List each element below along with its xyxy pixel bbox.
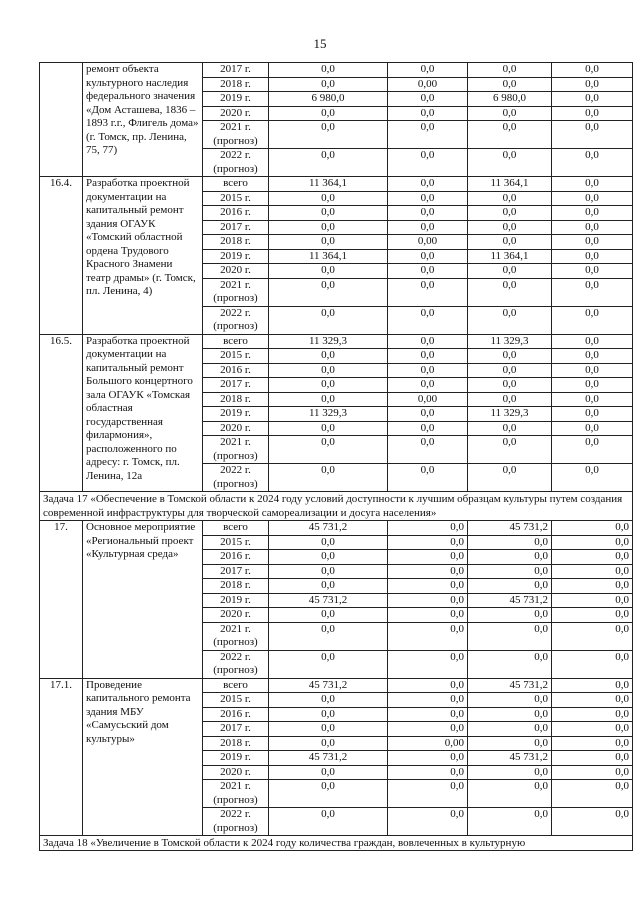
value-cell: 0,0 [388, 693, 468, 708]
page-number: 15 [313, 36, 327, 51]
value-cell: 0,0 [552, 765, 633, 780]
table-row [40, 521, 633, 536]
item-name: Проведение капитального ремонта здания МБУ «Самусьский дом культуры» [83, 678, 203, 836]
value-cell: 0,0 [468, 63, 552, 78]
value-cell: 11 329,3 [468, 334, 552, 349]
value-cell: 11 329,3 [269, 334, 388, 349]
year-cell: 2019 г. [203, 593, 269, 608]
table-row [40, 177, 633, 192]
value-cell: 0,0 [388, 407, 468, 422]
year-cell: 2018 г. [203, 392, 269, 407]
value-cell: 0,0 [269, 378, 388, 393]
year-cell: 2020 г. [203, 106, 269, 121]
value-cell: 0,0 [269, 436, 388, 464]
value-cell: 0,0 [269, 780, 388, 808]
year-cell: 2019 г. [203, 407, 269, 422]
value-cell: 0,0 [269, 535, 388, 550]
year-cell: 2016 г. [203, 707, 269, 722]
year-cell: 2022 г. (прогноз) [203, 808, 269, 836]
value-cell: 0,0 [468, 608, 552, 623]
year-cell: 2022 г. (прогноз) [203, 149, 269, 177]
year-cell: 2019 г. [203, 92, 269, 107]
value-cell: 0,0 [269, 306, 388, 334]
value-cell: 0,0 [468, 306, 552, 334]
value-cell: 0,0 [269, 765, 388, 780]
value-cell: 0,0 [552, 177, 633, 192]
value-cell: 0,00 [388, 77, 468, 92]
value-cell: 0,0 [388, 678, 468, 693]
year-cell: 2018 г. [203, 736, 269, 751]
table-row [40, 334, 633, 349]
value-cell: 0,0 [552, 378, 633, 393]
value-cell: 0,0 [552, 736, 633, 751]
value-cell: 0,0 [552, 678, 633, 693]
value-cell: 11 364,1 [269, 249, 388, 264]
value-cell: 0,0 [388, 780, 468, 808]
value-cell: 0,0 [468, 378, 552, 393]
year-cell: 2015 г. [203, 349, 269, 364]
year-cell: 2016 г. [203, 206, 269, 221]
year-cell: всего [203, 521, 269, 536]
value-cell: 0,0 [552, 693, 633, 708]
value-cell: 0,0 [388, 808, 468, 836]
value-cell: 0,0 [468, 206, 552, 221]
value-cell: 0,0 [468, 77, 552, 92]
value-cell: 0,0 [388, 191, 468, 206]
value-cell: 0,0 [552, 349, 633, 364]
value-cell: 0,0 [468, 722, 552, 737]
value-cell: 45 731,2 [269, 678, 388, 693]
value-cell: 45 731,2 [269, 751, 388, 766]
year-cell: 2022 г. (прогноз) [203, 464, 269, 492]
year-cell: 2021 г. (прогноз) [203, 436, 269, 464]
item-number: 17. [40, 521, 83, 679]
value-cell: 0,0 [468, 707, 552, 722]
value-cell: 0,0 [269, 63, 388, 78]
value-cell: 45 731,2 [468, 751, 552, 766]
value-cell: 0,0 [468, 650, 552, 678]
value-cell: 0,0 [468, 765, 552, 780]
value-cell: 0,0 [388, 722, 468, 737]
value-cell: 0,0 [552, 421, 633, 436]
value-cell: 11 364,1 [468, 177, 552, 192]
value-cell: 0,0 [269, 121, 388, 149]
value-cell: 0,0 [468, 436, 552, 464]
value-cell: 0,0 [269, 421, 388, 436]
value-cell: 0,0 [388, 564, 468, 579]
table-body [40, 63, 633, 851]
value-cell: 0,0 [552, 622, 633, 650]
value-cell: 0,0 [388, 264, 468, 279]
value-cell: 0,0 [552, 363, 633, 378]
year-cell: 2016 г. [203, 363, 269, 378]
value-cell: 0,0 [468, 421, 552, 436]
value-cell: 0,0 [552, 407, 633, 422]
value-cell: 0,0 [552, 306, 633, 334]
value-cell: 0,0 [468, 736, 552, 751]
value-cell: 45 731,2 [468, 521, 552, 536]
value-cell: 0,0 [388, 751, 468, 766]
item-name: Разработка проектной документации на капитальный ремонт Большого концертного зала ОГАУК «Томская областная государственная филармония», расположенного по адресу: г. Томск, пл. Ленина, 12а [83, 334, 203, 492]
year-cell: всего [203, 678, 269, 693]
value-cell: 0,0 [552, 808, 633, 836]
value-cell: 0,0 [269, 464, 388, 492]
value-cell: 0,0 [468, 121, 552, 149]
value-cell: 0,0 [388, 765, 468, 780]
item-number: 16.5. [40, 334, 83, 492]
task-heading: Задача 17 «Обеспечение в Томской области к 2024 году условий доступности к лучшим образцам культуры путем создания современной инфраструктуры для творческой самореализации и досуга населения» [40, 492, 633, 521]
value-cell: 6 980,0 [468, 92, 552, 107]
value-cell: 0,0 [388, 535, 468, 550]
value-cell: 0,0 [468, 464, 552, 492]
value-cell: 0,0 [388, 278, 468, 306]
item-name: Разработка проектной документации на капитальный ремонт здания ОГАУК «Томский областной ордена Трудового Красного Знамени театр драмы» (г. Томск, пл. Ленина, 4) [83, 177, 203, 335]
task-row [40, 492, 633, 521]
value-cell: 0,0 [388, 622, 468, 650]
value-cell: 0,0 [388, 249, 468, 264]
value-cell: 0,0 [552, 780, 633, 808]
year-cell: 2021 г. (прогноз) [203, 121, 269, 149]
value-cell: 45 731,2 [468, 593, 552, 608]
value-cell: 0,0 [269, 808, 388, 836]
value-cell: 0,0 [388, 177, 468, 192]
value-cell: 0,0 [269, 206, 388, 221]
item-number: 16.4. [40, 177, 83, 335]
value-cell: 0,0 [269, 693, 388, 708]
value-cell: 0,0 [468, 550, 552, 565]
value-cell: 0,0 [552, 278, 633, 306]
value-cell: 0,0 [388, 608, 468, 623]
value-cell: 0,0 [269, 264, 388, 279]
value-cell: 0,0 [552, 63, 633, 78]
value-cell: 0,0 [388, 579, 468, 594]
value-cell: 0,0 [269, 363, 388, 378]
value-cell: 0,0 [468, 349, 552, 364]
year-cell: 2018 г. [203, 579, 269, 594]
value-cell: 0,0 [269, 220, 388, 235]
value-cell: 0,0 [388, 334, 468, 349]
year-cell: 2020 г. [203, 608, 269, 623]
year-cell: 2015 г. [203, 535, 269, 550]
value-cell: 0,0 [468, 264, 552, 279]
value-cell: 0,0 [552, 436, 633, 464]
value-cell: 0,0 [552, 464, 633, 492]
value-cell: 0,0 [468, 564, 552, 579]
value-cell: 0,0 [388, 707, 468, 722]
value-cell: 0,0 [388, 306, 468, 334]
value-cell: 0,0 [269, 564, 388, 579]
value-cell: 0,0 [388, 421, 468, 436]
value-cell: 0,0 [468, 149, 552, 177]
value-cell: 0,0 [388, 149, 468, 177]
value-cell: 0,00 [388, 392, 468, 407]
program-funding-table [39, 62, 633, 851]
value-cell: 0,00 [388, 235, 468, 250]
year-cell: всего [203, 334, 269, 349]
value-cell: 0,0 [388, 378, 468, 393]
value-cell: 0,0 [552, 751, 633, 766]
value-cell: 0,0 [552, 264, 633, 279]
value-cell: 0,0 [269, 707, 388, 722]
value-cell: 0,0 [269, 736, 388, 751]
year-cell: 2017 г. [203, 564, 269, 579]
value-cell: 0,0 [269, 608, 388, 623]
value-cell: 0,0 [552, 220, 633, 235]
value-cell: 0,0 [552, 121, 633, 149]
value-cell: 0,0 [468, 622, 552, 650]
year-cell: 2019 г. [203, 249, 269, 264]
value-cell: 0,0 [468, 220, 552, 235]
value-cell: 11 329,3 [468, 407, 552, 422]
value-cell: 0,0 [269, 550, 388, 565]
task-heading: Задача 18 «Увеличение в Томской области к 2024 году количества граждан, вовлеченных в культурную [40, 836, 633, 851]
value-cell: 0,0 [468, 535, 552, 550]
year-cell: 2021 г. (прогноз) [203, 622, 269, 650]
value-cell: 0,0 [269, 77, 388, 92]
table-row [40, 678, 633, 693]
value-cell: 11 364,1 [269, 177, 388, 192]
value-cell: 0,0 [468, 363, 552, 378]
year-cell: 2020 г. [203, 765, 269, 780]
value-cell: 0,0 [269, 349, 388, 364]
year-cell: 2020 г. [203, 421, 269, 436]
year-cell: 2019 г. [203, 751, 269, 766]
value-cell: 0,0 [388, 650, 468, 678]
year-cell: 2022 г. (прогноз) [203, 650, 269, 678]
value-cell: 0,0 [552, 593, 633, 608]
value-cell: 0,0 [468, 780, 552, 808]
value-cell: 0,0 [269, 235, 388, 250]
value-cell: 0,0 [468, 693, 552, 708]
value-cell: 0,0 [388, 521, 468, 536]
value-cell: 0,0 [468, 579, 552, 594]
value-cell: 0,0 [269, 392, 388, 407]
value-cell: 0,00 [388, 736, 468, 751]
value-cell: 0,0 [552, 92, 633, 107]
value-cell: 0,0 [552, 334, 633, 349]
value-cell: 0,0 [388, 349, 468, 364]
year-cell: 2020 г. [203, 264, 269, 279]
value-cell: 0,0 [388, 363, 468, 378]
value-cell: 0,0 [388, 593, 468, 608]
value-cell: 45 731,2 [269, 593, 388, 608]
value-cell: 0,0 [388, 63, 468, 78]
value-cell: 0,0 [552, 550, 633, 565]
value-cell: 0,0 [552, 564, 633, 579]
year-cell: 2018 г. [203, 77, 269, 92]
year-cell: всего [203, 177, 269, 192]
value-cell: 0,0 [552, 722, 633, 737]
value-cell: 0,0 [468, 191, 552, 206]
value-cell: 45 731,2 [269, 521, 388, 536]
value-cell: 0,0 [269, 106, 388, 121]
value-cell: 0,0 [552, 235, 633, 250]
year-cell: 2016 г. [203, 550, 269, 565]
value-cell: 0,0 [552, 206, 633, 221]
value-cell: 0,0 [552, 521, 633, 536]
value-cell: 6 980,0 [269, 92, 388, 107]
item-name: Основное мероприятие «Региональный проект «Культурная среда» [83, 521, 203, 679]
value-cell: 0,0 [468, 392, 552, 407]
value-cell: 0,0 [552, 249, 633, 264]
value-cell: 0,0 [269, 722, 388, 737]
value-cell: 0,0 [552, 579, 633, 594]
value-cell: 0,0 [269, 579, 388, 594]
year-cell: 2017 г. [203, 378, 269, 393]
value-cell: 0,0 [388, 206, 468, 221]
value-cell: 11 329,3 [269, 407, 388, 422]
year-cell: 2015 г. [203, 191, 269, 206]
value-cell: 0,0 [552, 707, 633, 722]
year-cell: 2017 г. [203, 722, 269, 737]
year-cell: 2015 г. [203, 693, 269, 708]
value-cell: 0,0 [388, 92, 468, 107]
value-cell: 0,0 [388, 550, 468, 565]
value-cell: 0,0 [552, 191, 633, 206]
value-cell: 0,0 [552, 149, 633, 177]
year-cell: 2021 г. (прогноз) [203, 780, 269, 808]
value-cell: 0,0 [388, 220, 468, 235]
value-cell: 0,0 [552, 106, 633, 121]
value-cell: 0,0 [552, 77, 633, 92]
year-cell: 2022 г. (прогноз) [203, 306, 269, 334]
value-cell: 0,0 [468, 235, 552, 250]
value-cell: 0,0 [388, 464, 468, 492]
year-cell: 2018 г. [203, 235, 269, 250]
value-cell: 0,0 [468, 808, 552, 836]
value-cell: 0,0 [269, 278, 388, 306]
task-row [40, 836, 633, 851]
value-cell: 0,0 [388, 106, 468, 121]
value-cell: 0,0 [388, 121, 468, 149]
value-cell: 0,0 [552, 392, 633, 407]
year-cell: 2017 г. [203, 63, 269, 78]
value-cell: 11 364,1 [468, 249, 552, 264]
value-cell: 0,0 [269, 650, 388, 678]
year-cell: 2017 г. [203, 220, 269, 235]
value-cell: 0,0 [269, 149, 388, 177]
value-cell: 0,0 [552, 608, 633, 623]
value-cell: 0,0 [269, 191, 388, 206]
item-number: 17.1. [40, 678, 83, 836]
value-cell: 45 731,2 [468, 678, 552, 693]
item-number [40, 63, 83, 177]
value-cell: 0,0 [388, 436, 468, 464]
value-cell: 0,0 [468, 106, 552, 121]
value-cell: 0,0 [552, 535, 633, 550]
value-cell: 0,0 [468, 278, 552, 306]
item-name: ремонт объекта культурного наследия федерального значения «Дом Асташева, 1836 – 1893 г.г., Флигель дома» (г. Томск, пр. Ленина, 75, 77) [83, 63, 203, 177]
value-cell: 0,0 [269, 622, 388, 650]
value-cell: 0,0 [552, 650, 633, 678]
table-row [40, 63, 633, 78]
year-cell: 2021 г. (прогноз) [203, 278, 269, 306]
